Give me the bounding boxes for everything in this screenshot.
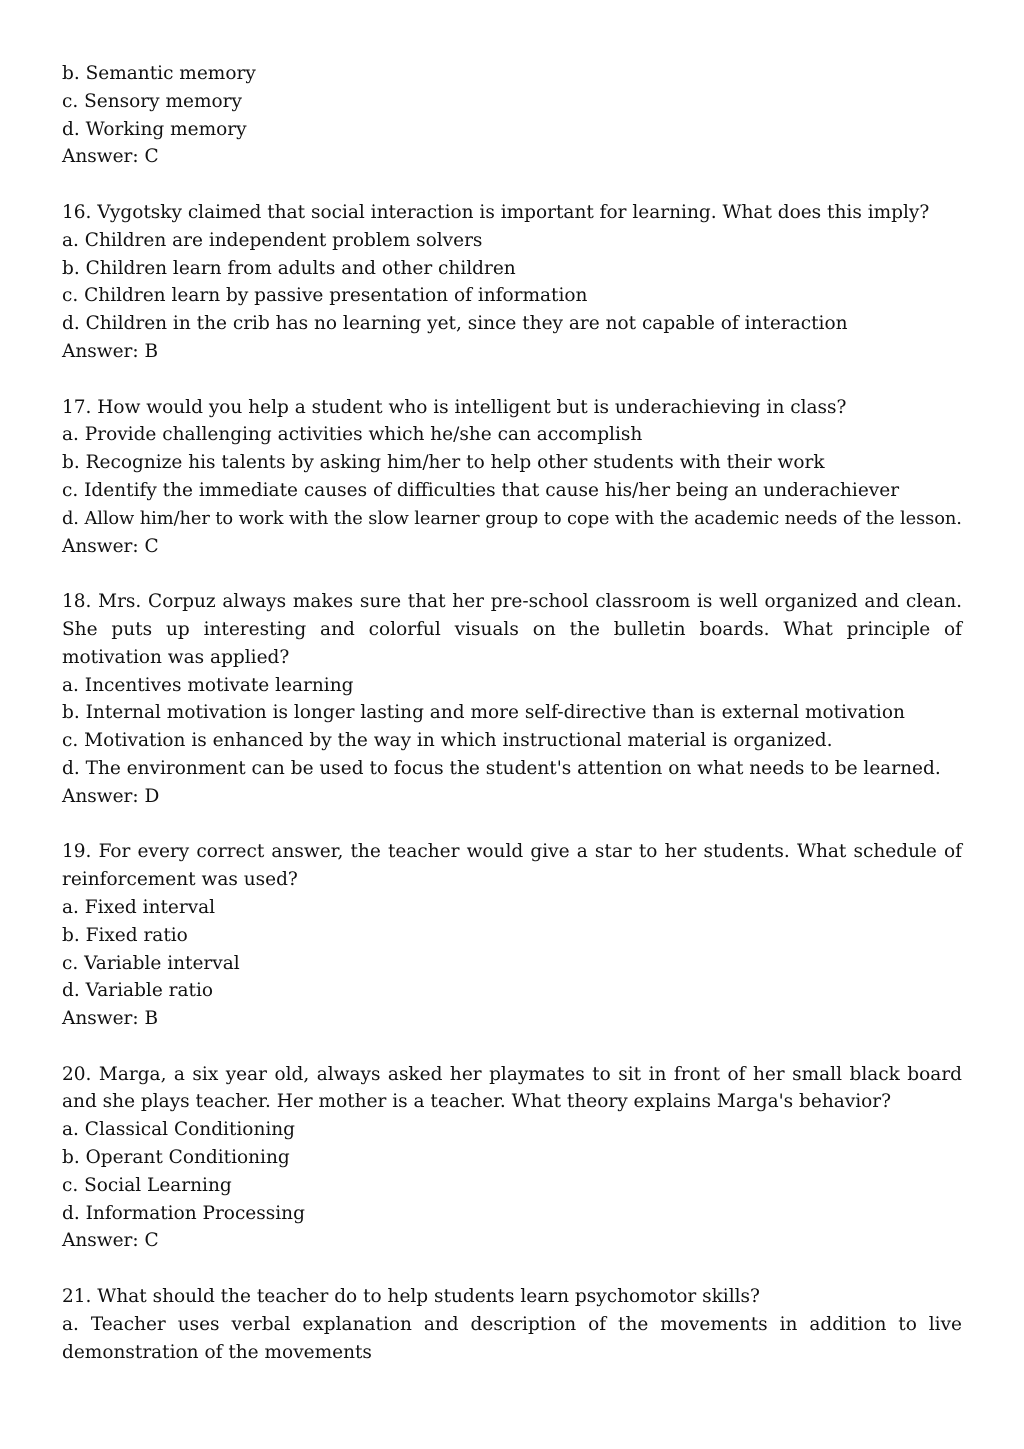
option-a: a. Fixed interval [62, 896, 216, 918]
option-b: b. Fixed ratio [62, 924, 188, 946]
spacer [62, 171, 962, 199]
question-text: 20. Marga, a six year old, always asked her playmates to sit in front of her small black board and she plays teacher. Her mother is a teacher. What theory explains Marga's behavior? [62, 1063, 962, 1113]
question-block-21 [62, 1283, 962, 1366]
answer-line: Answer: B [62, 340, 159, 362]
option-c: c. Sensory memory [62, 90, 242, 112]
spacer [62, 811, 962, 839]
option-b: b. Semantic memory [62, 63, 256, 84]
question-text: 19. For every correct answer, the teacher would give a star to her students. What schedule of reinforcement was used? [62, 841, 962, 891]
option-c: c. Motivation is enhanced by the way in which instructional material is organized. [62, 730, 833, 752]
question-text: 16. Vygotsky claimed that social interaction is important for learning. What does this imply? [62, 201, 930, 223]
option-b: b. Recognize his talents by asking him/her to help other students with their work [62, 452, 825, 474]
option-d: d. Working memory [62, 118, 247, 140]
question-block-15-continued [62, 60, 962, 171]
option-c: c. Identify the immediate causes of difficulties that cause his/her being an underachiever [62, 479, 900, 501]
answer-line: Answer: C [62, 146, 159, 168]
question-block-17 [62, 394, 962, 561]
question-text: 21. What should the teacher do to help students learn psychomotor skills? [62, 1286, 760, 1308]
option-a: a. Classical Conditioning [62, 1119, 296, 1141]
question-block-19 [62, 838, 962, 1033]
question-block-20 [62, 1061, 962, 1256]
question-block-16 [62, 199, 962, 366]
answer-line: Answer: D [62, 785, 160, 807]
option-a: a. Children are independent problem solvers [62, 229, 483, 251]
spacer [62, 1033, 962, 1061]
option-c: c. Children learn by passive presentation of information [62, 285, 588, 307]
option-d: d. The environment can be used to focus the student's attention on what needs to be learned. [62, 757, 941, 779]
option-c: c. Variable interval [62, 952, 240, 974]
option-d: d. Children in the crib has no learning yet, since they are not capable of interaction [62, 313, 848, 335]
option-b: b. Operant Conditioning [62, 1147, 290, 1169]
option-b: b. Internal motivation is longer lasting and more self-directive than is external motivation [62, 702, 905, 724]
option-d: d. Allow him/her to work with the slow learner group to cope with the academic needs of the lesson. [62, 507, 962, 529]
option-b: b. Children learn from adults and other children [62, 257, 516, 279]
option-a: a. Incentives motivate learning [62, 674, 354, 696]
question-text: 18. Mrs. Corpuz always makes sure that her pre-school classroom is well organized and clean. She puts up interesting and colorful visuals on the bulletin boards. What principle of motivation was applied? [62, 591, 962, 668]
option-a: a. Provide challenging activities which he/she can accomplish [62, 424, 643, 446]
question-text: 17. How would you help a student who is intelligent but is underachieving in class? [62, 396, 847, 418]
spacer [62, 366, 962, 394]
answer-line: Answer: B [62, 1008, 159, 1030]
document-page [62, 60, 962, 1366]
question-block-18 [62, 588, 962, 810]
option-d: d. Information Processing [62, 1202, 305, 1224]
answer-line: Answer: C [62, 535, 159, 557]
option-d: d. Variable ratio [62, 980, 214, 1002]
answer-line: Answer: C [62, 1230, 159, 1252]
option-a: a. Teacher uses verbal explanation and description of the movements in addition to live demonstration of the movements [62, 1313, 962, 1363]
option-c: c. Social Learning [62, 1174, 232, 1196]
spacer [62, 560, 962, 588]
spacer [62, 1255, 962, 1283]
